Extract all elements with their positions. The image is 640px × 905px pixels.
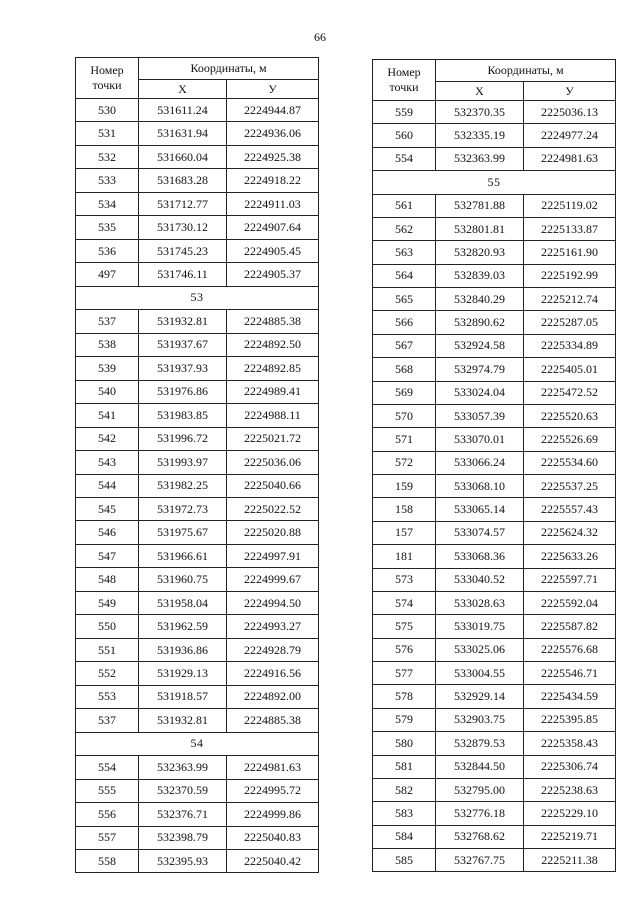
y-coordinate-cell: 2224999.67	[227, 568, 319, 591]
point-number-cell: 558	[76, 850, 139, 873]
y-coordinate-cell: 2224892.00	[227, 685, 319, 708]
y-coordinate-cell: 2225211.38	[524, 849, 616, 872]
y-coordinate-cell: 2225161.90	[524, 241, 616, 264]
x-coordinate-cell: 533065.14	[436, 498, 524, 521]
point-number-cell: 561	[373, 194, 436, 217]
point-number-cell: 542	[76, 427, 139, 450]
table-row	[76, 497, 319, 520]
x-coordinate-cell: 532776.18	[436, 802, 524, 825]
y-coordinate-cell: 2225597.71	[524, 568, 616, 591]
x-coordinate-cell: 531937.67	[139, 333, 227, 356]
point-number-cell: 571	[373, 428, 436, 451]
y-coordinate-cell: 2224999.86	[227, 803, 319, 826]
table-row	[76, 615, 319, 638]
x-coordinate-cell: 531745.23	[139, 239, 227, 262]
x-coordinate-cell: 531962.59	[139, 615, 227, 638]
point-number-cell: 573	[373, 568, 436, 591]
table-row	[76, 474, 319, 497]
section-row	[76, 286, 319, 309]
y-coordinate-cell: 2224993.27	[227, 615, 319, 638]
point-number-cell: 547	[76, 544, 139, 567]
x-coordinate-cell: 532844.50	[436, 755, 524, 778]
y-coordinate-cell: 2224916.56	[227, 662, 319, 685]
x-coordinate-cell: 533074.57	[436, 521, 524, 544]
section-row	[76, 732, 319, 755]
x-coordinate-cell: 532370.59	[139, 779, 227, 802]
point-number-cell: 575	[373, 615, 436, 638]
point-number-cell: 559	[373, 101, 436, 124]
x-header: X	[139, 80, 227, 99]
y-coordinate-cell: 2225537.25	[524, 475, 616, 498]
table-row	[76, 357, 319, 380]
table-row	[76, 239, 319, 262]
point-number-header-line2: точки	[92, 78, 122, 92]
table-row	[373, 264, 616, 287]
point-number-header	[373, 60, 436, 101]
point-number-cell: 544	[76, 474, 139, 497]
point-number-cell: 181	[373, 545, 436, 568]
y-coordinate-cell: 2225040.42	[227, 850, 319, 873]
y-coordinate-cell: 2224995.72	[227, 779, 319, 802]
x-coordinate-cell: 531660.04	[139, 145, 227, 168]
y-header: У	[227, 80, 319, 99]
table-row	[373, 101, 616, 124]
y-coordinate-cell: 2224905.37	[227, 263, 319, 286]
y-coordinate-cell: 2224936.06	[227, 122, 319, 145]
point-number-cell: 562	[373, 217, 436, 240]
y-coordinate-cell: 2225212.74	[524, 288, 616, 311]
table-row	[76, 427, 319, 450]
point-number-cell: 549	[76, 591, 139, 614]
table-row	[76, 263, 319, 286]
x-coordinate-cell: 532929.14	[436, 685, 524, 708]
x-coordinate-cell: 532768.62	[436, 825, 524, 848]
x-coordinate-cell: 531976.86	[139, 380, 227, 403]
point-number-cell: 555	[76, 779, 139, 802]
point-number-cell: 584	[373, 825, 436, 848]
table-row	[76, 709, 319, 732]
y-coordinate-cell: 2225036.06	[227, 451, 319, 474]
table-row	[373, 311, 616, 334]
point-number-cell: 585	[373, 849, 436, 872]
table-row	[76, 638, 319, 661]
coordinates-table-left	[75, 57, 319, 873]
point-number-cell: 530	[76, 99, 139, 122]
table-row	[76, 779, 319, 802]
table-row	[76, 521, 319, 544]
y-coordinate-cell: 2225238.63	[524, 778, 616, 801]
y-coordinate-cell: 2225040.83	[227, 826, 319, 849]
x-coordinate-cell: 531611.24	[139, 99, 227, 122]
y-coordinate-cell: 2225133.87	[524, 217, 616, 240]
table-row	[76, 803, 319, 826]
y-coordinate-cell: 2225358.43	[524, 732, 616, 755]
table-row	[373, 662, 616, 685]
page-number: 66	[314, 30, 326, 44]
table-row	[373, 381, 616, 404]
point-number-cell: 545	[76, 497, 139, 520]
x-coordinate-cell: 532363.99	[139, 756, 227, 779]
x-coordinate-cell: 533004.55	[436, 662, 524, 685]
table-row	[76, 756, 319, 779]
table-row	[76, 662, 319, 685]
x-coordinate-cell: 531929.13	[139, 662, 227, 685]
y-coordinate-cell: 2225472.52	[524, 381, 616, 404]
point-number-cell: 583	[373, 802, 436, 825]
y-coordinate-cell: 2225624.32	[524, 521, 616, 544]
table-row	[373, 124, 616, 147]
x-coordinate-cell: 533019.75	[436, 615, 524, 638]
point-number-cell: 564	[373, 264, 436, 287]
section-number: 53	[76, 286, 319, 309]
point-number-cell: 581	[373, 755, 436, 778]
y-coordinate-cell: 2225587.82	[524, 615, 616, 638]
x-coordinate-cell: 532781.88	[436, 194, 524, 217]
point-number-cell: 546	[76, 521, 139, 544]
x-coordinate-cell: 531746.11	[139, 263, 227, 286]
table-row	[76, 145, 319, 168]
x-coordinate-cell: 532974.79	[436, 358, 524, 381]
x-coordinate-cell: 532890.62	[436, 311, 524, 334]
x-coordinate-cell: 531631.94	[139, 122, 227, 145]
point-number-cell: 574	[373, 591, 436, 614]
point-number-cell: 576	[373, 638, 436, 661]
y-coordinate-cell: 2224885.38	[227, 709, 319, 732]
point-number-cell: 551	[76, 638, 139, 661]
y-coordinate-cell: 2225576.68	[524, 638, 616, 661]
coordinates-header: Координаты, м	[139, 58, 319, 80]
point-number-cell: 157	[373, 521, 436, 544]
point-number-cell: 537	[76, 310, 139, 333]
y-coordinate-cell: 2225395.85	[524, 708, 616, 731]
y-coordinate-cell: 2224981.63	[227, 756, 319, 779]
y-coordinate-cell: 2224911.03	[227, 192, 319, 215]
point-number-cell: 577	[373, 662, 436, 685]
table-row	[76, 99, 319, 122]
point-number-cell: 536	[76, 239, 139, 262]
x-coordinate-cell: 531932.81	[139, 310, 227, 333]
table-row	[373, 755, 616, 778]
table-row	[76, 310, 319, 333]
y-coordinate-cell: 2225546.71	[524, 662, 616, 685]
point-number-cell: 531	[76, 122, 139, 145]
y-coordinate-cell: 2225040.66	[227, 474, 319, 497]
y-coordinate-cell: 2224907.64	[227, 216, 319, 239]
table-row	[76, 380, 319, 403]
point-number-cell: 567	[373, 334, 436, 357]
point-number-cell: 533	[76, 169, 139, 192]
point-number-cell: 541	[76, 404, 139, 427]
point-number-cell: 534	[76, 192, 139, 215]
x-coordinate-cell: 533070.01	[436, 428, 524, 451]
y-coordinate-cell: 2225219.71	[524, 825, 616, 848]
y-coordinate-cell: 2224981.63	[524, 147, 616, 170]
point-number-cell: 569	[373, 381, 436, 404]
x-coordinate-cell: 533025.06	[436, 638, 524, 661]
x-coordinate-cell: 531993.97	[139, 451, 227, 474]
point-number-cell: 580	[373, 732, 436, 755]
x-coordinate-cell: 532839.03	[436, 264, 524, 287]
coordinates-header: Координаты, м	[436, 60, 616, 82]
x-coordinate-cell: 532363.99	[436, 147, 524, 170]
y-coordinate-cell: 2225334.89	[524, 334, 616, 357]
point-number-cell: 566	[373, 311, 436, 334]
y-coordinate-cell: 2225526.69	[524, 428, 616, 451]
x-coordinate-cell: 532840.29	[436, 288, 524, 311]
table-row	[373, 568, 616, 591]
table-row	[373, 732, 616, 755]
point-number-cell: 158	[373, 498, 436, 521]
y-coordinate-cell: 2225021.72	[227, 427, 319, 450]
table-row	[76, 685, 319, 708]
table-row	[373, 334, 616, 357]
point-number-cell: 579	[373, 708, 436, 731]
x-coordinate-cell: 532767.75	[436, 849, 524, 872]
table-row	[373, 475, 616, 498]
table-row	[373, 498, 616, 521]
table-row	[373, 217, 616, 240]
y-coordinate-cell: 2224997.91	[227, 544, 319, 567]
x-coordinate-cell: 531996.72	[139, 427, 227, 450]
point-number-cell: 548	[76, 568, 139, 591]
y-coordinate-cell: 2225036.13	[524, 101, 616, 124]
y-coordinate-cell: 2225119.02	[524, 194, 616, 217]
section-row	[373, 171, 616, 194]
table-row	[373, 404, 616, 427]
x-coordinate-cell: 531918.57	[139, 685, 227, 708]
x-coordinate-cell: 531972.73	[139, 497, 227, 520]
point-number-cell: 570	[373, 404, 436, 427]
x-coordinate-cell: 532879.53	[436, 732, 524, 755]
table-row	[76, 169, 319, 192]
point-number-cell: 572	[373, 451, 436, 474]
x-coordinate-cell: 531983.85	[139, 404, 227, 427]
x-coordinate-cell: 531966.61	[139, 544, 227, 567]
point-number-header	[76, 58, 139, 99]
y-coordinate-cell: 2224994.50	[227, 591, 319, 614]
point-number-header-line2: точки	[389, 80, 419, 94]
table-row	[76, 192, 319, 215]
point-number-cell: 532	[76, 145, 139, 168]
point-number-cell: 554	[373, 147, 436, 170]
x-coordinate-cell: 532395.93	[139, 850, 227, 873]
x-coordinate-cell: 533066.24	[436, 451, 524, 474]
x-coordinate-cell: 533068.10	[436, 475, 524, 498]
table-row	[373, 778, 616, 801]
point-number-header-line1: Номер	[387, 65, 421, 79]
table-row	[373, 708, 616, 731]
point-number-cell: 159	[373, 475, 436, 498]
point-number-cell: 554	[76, 756, 139, 779]
x-coordinate-cell: 533028.63	[436, 591, 524, 614]
y-coordinate-cell: 2225020.88	[227, 521, 319, 544]
x-coordinate-cell: 533024.04	[436, 381, 524, 404]
x-coordinate-cell: 531960.75	[139, 568, 227, 591]
y-coordinate-cell: 2225557.43	[524, 498, 616, 521]
y-coordinate-cell: 2225306.74	[524, 755, 616, 778]
y-coordinate-cell: 2224918.22	[227, 169, 319, 192]
x-coordinate-cell: 531937.93	[139, 357, 227, 380]
point-number-cell: 540	[76, 380, 139, 403]
x-coordinate-cell: 532801.81	[436, 217, 524, 240]
x-coordinate-cell: 531936.86	[139, 638, 227, 661]
point-number-cell: 497	[76, 263, 139, 286]
table-row	[76, 404, 319, 427]
table-row	[76, 591, 319, 614]
x-coordinate-cell: 532370.35	[436, 101, 524, 124]
x-coordinate-cell: 532924.58	[436, 334, 524, 357]
x-coordinate-cell: 533040.52	[436, 568, 524, 591]
y-coordinate-cell: 2224944.87	[227, 99, 319, 122]
table-row	[76, 333, 319, 356]
table-row	[373, 825, 616, 848]
point-number-cell: 543	[76, 451, 139, 474]
x-coordinate-cell: 532335.19	[436, 124, 524, 147]
point-number-cell: 563	[373, 241, 436, 264]
y-coordinate-cell: 2225229.10	[524, 802, 616, 825]
x-coordinate-cell: 531683.28	[139, 169, 227, 192]
table-row	[373, 545, 616, 568]
point-number-cell: 578	[373, 685, 436, 708]
x-coordinate-cell: 533057.39	[436, 404, 524, 427]
y-coordinate-cell: 2225520.63	[524, 404, 616, 427]
y-coordinate-cell: 2225434.59	[524, 685, 616, 708]
table-row	[76, 216, 319, 239]
point-number-cell: 582	[373, 778, 436, 801]
table-row	[373, 358, 616, 381]
table-row	[373, 802, 616, 825]
table-row	[373, 615, 616, 638]
point-number-cell: 537	[76, 709, 139, 732]
point-number-cell: 550	[76, 615, 139, 638]
x-coordinate-cell: 531958.04	[139, 591, 227, 614]
point-number-cell: 538	[76, 333, 139, 356]
x-coordinate-cell: 531975.67	[139, 521, 227, 544]
table-row	[76, 850, 319, 873]
table-row	[373, 521, 616, 544]
x-coordinate-cell: 532820.93	[436, 241, 524, 264]
x-coordinate-cell: 533068.36	[436, 545, 524, 568]
table-row	[373, 428, 616, 451]
table-row	[373, 241, 616, 264]
point-number-cell: 553	[76, 685, 139, 708]
point-number-cell: 565	[373, 288, 436, 311]
point-number-cell: 535	[76, 216, 139, 239]
y-coordinate-cell: 2224928.79	[227, 638, 319, 661]
point-number-cell: 552	[76, 662, 139, 685]
x-header: X	[436, 82, 524, 101]
point-number-cell: 560	[373, 124, 436, 147]
table-row	[373, 288, 616, 311]
section-number: 55	[373, 171, 616, 194]
table-row	[373, 591, 616, 614]
table-row	[373, 638, 616, 661]
x-coordinate-cell: 532903.75	[436, 708, 524, 731]
section-number: 54	[76, 732, 319, 755]
table-row	[373, 849, 616, 872]
y-coordinate-cell: 2225633.26	[524, 545, 616, 568]
y-header: У	[524, 82, 616, 101]
table-row	[76, 568, 319, 591]
table-row	[373, 194, 616, 217]
y-coordinate-cell: 2225192.99	[524, 264, 616, 287]
coordinates-table-right	[372, 59, 616, 872]
y-coordinate-cell: 2224905.45	[227, 239, 319, 262]
y-coordinate-cell: 2224989.41	[227, 380, 319, 403]
y-coordinate-cell: 2224988.11	[227, 404, 319, 427]
table-row	[76, 544, 319, 567]
table-row	[76, 451, 319, 474]
x-coordinate-cell: 531982.25	[139, 474, 227, 497]
y-coordinate-cell: 2224885.38	[227, 310, 319, 333]
y-coordinate-cell: 2225592.04	[524, 591, 616, 614]
y-coordinate-cell: 2225022.52	[227, 497, 319, 520]
table-row	[76, 122, 319, 145]
x-coordinate-cell: 531730.12	[139, 216, 227, 239]
y-coordinate-cell: 2225287.05	[524, 311, 616, 334]
y-coordinate-cell: 2225405.01	[524, 358, 616, 381]
x-coordinate-cell: 532398.79	[139, 826, 227, 849]
x-coordinate-cell: 532376.71	[139, 803, 227, 826]
y-coordinate-cell: 2224925.38	[227, 145, 319, 168]
point-number-cell: 556	[76, 803, 139, 826]
point-number-header-line1: Номер	[90, 63, 124, 77]
y-coordinate-cell: 2225534.60	[524, 451, 616, 474]
y-coordinate-cell: 2224977.24	[524, 124, 616, 147]
y-coordinate-cell: 2224892.85	[227, 357, 319, 380]
point-number-cell: 568	[373, 358, 436, 381]
point-number-cell: 557	[76, 826, 139, 849]
x-coordinate-cell: 531932.81	[139, 709, 227, 732]
x-coordinate-cell: 531712.77	[139, 192, 227, 215]
table-row	[373, 685, 616, 708]
point-number-cell: 539	[76, 357, 139, 380]
x-coordinate-cell: 532795.00	[436, 778, 524, 801]
table-row	[373, 147, 616, 170]
y-coordinate-cell: 2224892.50	[227, 333, 319, 356]
table-row	[76, 826, 319, 849]
table-row	[373, 451, 616, 474]
